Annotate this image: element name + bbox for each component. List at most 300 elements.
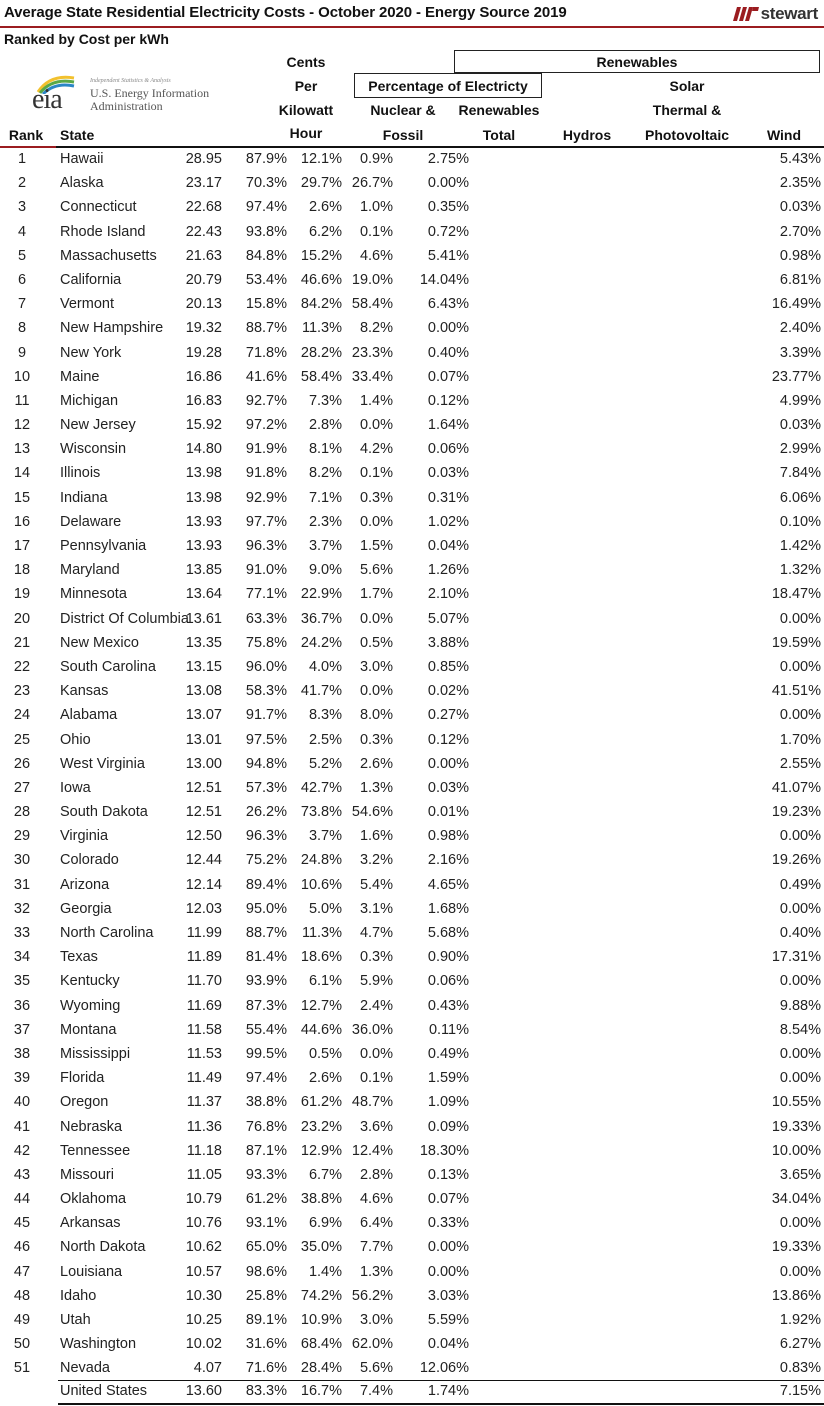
cents-cell: 14.80 — [185, 441, 222, 458]
solar-cell: 1.59% — [427, 1070, 469, 1087]
table-row — [0, 1188, 824, 1212]
hydros-cell: 4.6% — [359, 247, 393, 264]
state-cell: Hawaii — [60, 151, 104, 167]
table-row — [0, 898, 824, 922]
cents-cell: 22.43 — [185, 223, 222, 240]
renewables-total-cell: 38.8% — [300, 1191, 342, 1208]
wind-cell: 19.33% — [771, 1239, 821, 1256]
table-row — [0, 946, 824, 970]
cents-cell: 12.44 — [185, 852, 222, 869]
table-row — [0, 221, 824, 245]
nuclear-fossil-cell: 61.2% — [245, 1191, 287, 1208]
hydros-cell: 5.6% — [359, 562, 393, 579]
cents-cell: 11.58 — [186, 1021, 222, 1038]
wind-cell: 0.00% — [779, 1045, 821, 1062]
nuclear-fossil-cell: 93.1% — [245, 1215, 287, 1232]
state-cell: Wyoming — [60, 997, 121, 1014]
rank-cell: 37 — [13, 1021, 31, 1038]
table-row — [0, 1285, 824, 1309]
table-row — [0, 1043, 824, 1067]
solar-cell: 1.02% — [427, 513, 469, 530]
nuclear-fossil-cell: 93.9% — [245, 973, 287, 990]
state-cell: Minnesota — [60, 586, 127, 603]
state-cell: Massachusetts — [60, 247, 157, 264]
hydros-cell: 0.0% — [359, 683, 393, 700]
table-row — [0, 366, 824, 390]
nuclear-fossil-cell: 75.2% — [245, 852, 287, 869]
solar-header-line1: Solar — [669, 78, 705, 94]
hydros-header: Hydros — [562, 127, 612, 143]
table-row — [0, 1309, 824, 1333]
solar-cell: 1.68% — [427, 900, 469, 917]
hydros-cell: 62.0% — [351, 1336, 393, 1353]
wind-cell: 0.10% — [779, 513, 821, 530]
state-cell: North Carolina — [60, 925, 154, 941]
nuclear-fossil-cell: 94.8% — [245, 755, 287, 772]
hydros-cell: 1.7% — [359, 586, 393, 603]
wind-cell: 0.00% — [779, 900, 821, 917]
hydros-cell: 7.7% — [359, 1239, 393, 1256]
state-cell: Wisconsin — [60, 441, 127, 458]
renewables-total-cell: 24.8% — [300, 852, 342, 869]
wind-cell: 0.00% — [779, 707, 821, 724]
state-cell: Iowa — [60, 779, 91, 796]
renewables-total-cell: 24.2% — [300, 634, 342, 651]
cents-cell: 12.14 — [185, 876, 222, 893]
table-row — [0, 269, 824, 293]
wind-cell: 19.59% — [771, 634, 821, 651]
state-cell: Texas — [60, 949, 98, 966]
table-row — [0, 970, 824, 994]
state-cell: Kentucky — [60, 973, 120, 990]
wind-cell: 2.55% — [779, 755, 821, 772]
state-cell: Georgia — [60, 900, 112, 917]
state-cell: New Mexico — [60, 634, 139, 651]
nuclear-fossil-cell: 25.8% — [245, 1287, 287, 1304]
nuclear-fossil-cell: 97.5% — [245, 731, 287, 748]
table-row — [0, 777, 824, 801]
nuclear-fossil-cell: 81.4% — [245, 949, 287, 966]
cents-cell: 12.50 — [185, 828, 222, 845]
cents-cell: 13.00 — [185, 755, 222, 772]
cents-header-line4: Hour — [289, 125, 323, 141]
rank-cell: 39 — [13, 1070, 31, 1087]
total-cents: 13.60 — [185, 1383, 222, 1399]
wind-cell: 1.32% — [779, 562, 821, 579]
rank-cell: 10 — [13, 368, 31, 385]
hydros-cell: 0.0% — [359, 513, 393, 530]
table-row — [0, 511, 824, 535]
hydros-cell: 3.0% — [359, 658, 393, 675]
cents-cell: 10.25 — [185, 1312, 222, 1328]
solar-cell: 0.04% — [427, 538, 469, 554]
cents-cell: 12.03 — [185, 900, 222, 917]
eia-wordmark: eia — [32, 84, 62, 115]
state-cell: New Hampshire — [60, 320, 164, 337]
nuclear-fossil-cell: 71.8% — [245, 344, 287, 361]
hydros-cell: 1.0% — [359, 199, 393, 216]
wind-cell: 8.54% — [779, 1021, 821, 1038]
hydros-cell: 4.2% — [359, 441, 393, 458]
state-cell: West Virginia — [60, 755, 145, 772]
solar-cell: 5.41% — [427, 247, 469, 264]
renewables-total-cell: 8.1% — [308, 441, 342, 458]
table-row — [0, 874, 824, 898]
solar-cell: 18.30% — [419, 1142, 469, 1159]
cents-cell: 22.68 — [185, 199, 222, 216]
solar-cell: 0.00% — [427, 320, 469, 337]
hydros-cell: 2.6% — [359, 755, 393, 772]
renewables-total-cell: 44.6% — [300, 1021, 342, 1038]
solar-header-line3: Photovoltaic — [644, 127, 729, 143]
solar-cell: 1.64% — [427, 417, 469, 434]
rank-cell: 42 — [13, 1142, 31, 1159]
total-nuclear-fossil: 83.3% — [245, 1383, 287, 1399]
state-cell: Maryland — [60, 562, 120, 579]
state-cell: North Dakota — [60, 1239, 146, 1256]
hydros-cell: 4.6% — [359, 1191, 393, 1208]
solar-cell: 0.13% — [427, 1166, 469, 1183]
cents-cell: 13.08 — [185, 683, 222, 700]
cents-cell: 13.01 — [185, 731, 222, 748]
wind-cell: 17.31% — [771, 949, 821, 966]
renewables-total-cell: 3.7% — [308, 538, 342, 554]
solar-cell: 0.02% — [427, 683, 469, 700]
solar-cell: 0.12% — [427, 392, 469, 409]
cents-cell: 20.79 — [185, 271, 222, 288]
cents-cell: 13.98 — [185, 489, 222, 506]
solar-cell: 0.07% — [427, 368, 469, 385]
nuclear-fossil-cell: 87.9% — [245, 151, 287, 167]
renewables-total-header-line1: Renewables — [458, 102, 540, 118]
hydros-cell: 36.0% — [351, 1021, 393, 1038]
table-row — [0, 1261, 824, 1285]
table-row — [0, 1019, 824, 1043]
table-row — [0, 1357, 824, 1381]
nuclear-fossil-cell: 76.8% — [245, 1118, 287, 1135]
renewables-total-cell: 9.0% — [308, 562, 342, 579]
renewables-total-cell: 2.5% — [308, 731, 342, 748]
solar-cell: 0.40% — [427, 344, 469, 361]
state-cell: New Jersey — [60, 417, 136, 434]
total-wind: 7.15% — [779, 1383, 821, 1399]
hydros-cell: 0.0% — [359, 610, 393, 627]
nuclear-fossil-cell: 92.9% — [245, 489, 287, 506]
state-cell: Virginia — [60, 828, 109, 845]
page-title: Average State Residential Electricity Costs - October 2020 - Energy Source 2019 — [4, 4, 567, 21]
cents-header-line3: Kilowatt — [278, 102, 334, 118]
state-cell: New York — [60, 344, 122, 361]
solar-cell: 4.65% — [427, 876, 469, 893]
table-row — [0, 1236, 824, 1260]
wind-cell: 4.99% — [779, 392, 821, 409]
hydros-cell: 1.5% — [359, 538, 393, 554]
data-table-body — [0, 148, 824, 1382]
stewart-slash-icon — [733, 7, 759, 21]
state-cell: Delaware — [60, 513, 122, 530]
renewables-group-label: Renewables — [596, 54, 678, 70]
wind-cell: 7.84% — [779, 465, 821, 482]
renewables-total-cell: 7.3% — [308, 392, 342, 409]
state-cell: Florida — [60, 1070, 105, 1087]
renewables-total-cell: 84.2% — [300, 296, 342, 313]
rank-cell: 22 — [13, 658, 31, 675]
cents-cell: 19.28 — [185, 344, 222, 361]
nuclear-fossil-cell: 58.3% — [245, 683, 287, 700]
rank-cell: 35 — [13, 973, 31, 990]
nuclear-fossil-cell: 53.4% — [245, 271, 287, 288]
table-row — [0, 753, 824, 777]
cents-cell: 16.86 — [185, 368, 222, 385]
rank-cell: 26 — [13, 755, 31, 772]
rank-cell: 2 — [17, 175, 27, 192]
table-row — [0, 801, 824, 825]
wind-cell: 0.98% — [779, 247, 821, 264]
state-cell: South Dakota — [60, 804, 148, 821]
state-cell: Washington — [60, 1336, 137, 1353]
renewables-total-cell: 4.0% — [308, 658, 342, 675]
solar-cell: 0.90% — [427, 949, 469, 966]
table-row — [0, 922, 824, 946]
renewables-total-cell: 73.8% — [300, 804, 342, 821]
hydros-cell: 0.1% — [359, 223, 393, 240]
wind-cell: 19.33% — [771, 1118, 821, 1135]
cents-cell: 11.89 — [186, 949, 222, 966]
nuclear-fossil-cell: 70.3% — [245, 175, 287, 192]
cents-cell: 13.35 — [185, 634, 222, 651]
cents-cell: 11.70 — [186, 973, 222, 990]
state-cell: Utah — [60, 1312, 91, 1328]
total-divider-bottom — [58, 1403, 824, 1405]
cents-header-line2: Per — [294, 78, 318, 94]
table-row — [0, 148, 824, 172]
table-row — [0, 704, 824, 728]
table-row — [0, 1164, 824, 1188]
rank-cell: 1 — [17, 151, 27, 167]
cents-cell: 11.36 — [186, 1118, 222, 1135]
hydros-cell: 5.4% — [359, 876, 393, 893]
renewables-total-cell: 10.9% — [300, 1312, 342, 1328]
nuclear-fossil-cell: 41.6% — [245, 368, 287, 385]
cents-cell: 16.83 — [185, 392, 222, 409]
state-cell: District Of Columbia — [60, 610, 189, 627]
rank-cell: 50 — [13, 1336, 31, 1353]
solar-cell: 0.27% — [427, 707, 469, 724]
stewart-logo — [733, 4, 818, 24]
renewables-total-cell: 12.1% — [300, 151, 342, 167]
table-row — [0, 172, 824, 196]
rank-cell: 19 — [13, 586, 31, 603]
table-row — [0, 825, 824, 849]
solar-cell: 2.75% — [427, 151, 469, 167]
state-cell: South Carolina — [60, 658, 156, 675]
solar-cell: 0.85% — [427, 658, 469, 675]
nuclear-fossil-cell: 65.0% — [245, 1239, 287, 1256]
cents-cell: 10.57 — [185, 1263, 222, 1280]
solar-cell: 14.04% — [419, 271, 469, 288]
rank-cell: 7 — [17, 296, 27, 313]
hydros-cell: 5.9% — [359, 973, 393, 990]
cents-cell: 11.18 — [186, 1142, 222, 1159]
wind-cell: 0.03% — [779, 417, 821, 434]
rank-cell: 16 — [13, 513, 31, 530]
rank-cell: 36 — [13, 997, 31, 1014]
wind-cell: 0.00% — [779, 658, 821, 675]
renewables-total-cell: 5.2% — [308, 755, 342, 772]
state-cell: Nebraska — [60, 1118, 123, 1135]
wind-cell: 10.00% — [771, 1142, 821, 1159]
renewables-total-cell: 36.7% — [300, 610, 342, 627]
eia-tagline: Independent Statistics & Analysis — [90, 78, 171, 84]
rank-cell: 34 — [13, 949, 31, 966]
state-cell: Arizona — [60, 876, 110, 893]
cents-cell: 10.76 — [185, 1215, 222, 1232]
cents-cell: 13.93 — [185, 538, 222, 554]
renewables-total-cell: 35.0% — [300, 1239, 342, 1256]
solar-cell: 12.06% — [419, 1360, 469, 1377]
wind-cell: 1.92% — [779, 1312, 821, 1328]
subtitle: Ranked by Cost per kWh — [4, 31, 169, 47]
solar-cell: 0.01% — [427, 804, 469, 821]
total-hydros: 7.4% — [359, 1383, 393, 1399]
cents-cell: 20.13 — [185, 296, 222, 313]
nuclear-fossil-cell: 84.8% — [245, 247, 287, 264]
rank-cell: 4 — [17, 223, 27, 240]
hydros-cell: 1.4% — [359, 392, 393, 409]
renewables-total-cell: 2.6% — [308, 199, 342, 216]
renewables-total-cell: 5.0% — [308, 900, 342, 917]
eia-name-line1: U.S. Energy Information — [90, 86, 210, 100]
renewables-total-cell: 6.2% — [308, 223, 342, 240]
rank-cell: 13 — [13, 441, 31, 458]
renewables-total-cell: 29.7% — [300, 175, 342, 192]
state-cell: California — [60, 271, 122, 288]
cents-cell: 21.63 — [185, 247, 222, 264]
renewables-total-cell: 23.2% — [300, 1118, 342, 1135]
hydros-cell: 1.3% — [359, 779, 393, 796]
hydros-cell: 2.8% — [359, 1166, 393, 1183]
wind-cell: 0.03% — [779, 199, 821, 216]
wind-cell: 13.86% — [771, 1287, 821, 1304]
rank-cell: 32 — [13, 900, 31, 917]
wind-cell: 0.00% — [779, 1215, 821, 1232]
hydros-cell: 0.3% — [359, 731, 393, 748]
table-row — [0, 342, 824, 366]
state-cell: Illinois — [60, 465, 101, 482]
state-cell: Vermont — [60, 296, 114, 313]
table-row — [0, 729, 824, 753]
rank-cell: 40 — [13, 1094, 31, 1111]
total-solar: 1.74% — [427, 1383, 469, 1399]
percentage-group-label: Percentage of Electricty — [368, 78, 528, 94]
cents-cell: 11.99 — [186, 925, 222, 941]
cents-cell: 19.32 — [185, 320, 222, 337]
solar-cell: 0.72% — [427, 223, 469, 240]
renewables-total-cell: 15.2% — [300, 247, 342, 264]
table-row — [0, 487, 824, 511]
wind-cell: 1.70% — [779, 731, 821, 748]
solar-cell: 0.06% — [427, 441, 469, 458]
cents-cell: 13.93 — [185, 513, 222, 530]
table-row — [0, 1116, 824, 1140]
hydros-cell: 26.7% — [351, 175, 393, 192]
renewables-total-cell: 22.9% — [300, 586, 342, 603]
table-row — [0, 995, 824, 1019]
state-cell: Idaho — [60, 1287, 97, 1304]
nuclear-fossil-cell: 89.1% — [245, 1312, 287, 1328]
rank-cell: 44 — [13, 1191, 31, 1208]
renewables-total-cell: 42.7% — [300, 779, 342, 796]
hydros-cell: 0.5% — [359, 634, 393, 651]
rank-cell: 5 — [17, 247, 27, 264]
nuclear-fossil-cell: 91.7% — [245, 707, 287, 724]
renewables-total-cell: 7.1% — [308, 489, 342, 506]
rank-cell: 24 — [13, 707, 31, 724]
table-row — [0, 196, 824, 220]
state-cell: Tennessee — [60, 1142, 131, 1159]
state-cell: Louisiana — [60, 1263, 123, 1280]
renewables-total-cell: 8.3% — [308, 707, 342, 724]
rank-cell: 28 — [13, 804, 31, 821]
cents-cell: 11.69 — [186, 997, 222, 1014]
hydros-cell: 2.4% — [359, 997, 393, 1014]
renewables-total-cell: 6.9% — [308, 1215, 342, 1232]
wind-cell: 19.26% — [771, 852, 821, 869]
cents-cell: 13.07 — [185, 707, 222, 724]
wind-cell: 16.49% — [771, 296, 821, 313]
hydros-cell: 8.0% — [359, 707, 393, 724]
hydros-cell: 0.1% — [359, 1070, 393, 1087]
cents-cell: 13.61 — [185, 610, 222, 627]
nuclear-fossil-cell: 97.7% — [245, 513, 287, 530]
hydros-cell: 0.0% — [359, 417, 393, 434]
wind-cell: 23.77% — [771, 368, 821, 385]
solar-cell: 0.00% — [427, 175, 469, 192]
wind-cell: 6.81% — [779, 271, 821, 288]
hydros-cell: 3.6% — [359, 1118, 393, 1135]
rank-cell: 29 — [13, 828, 31, 845]
renewables-total-cell: 41.7% — [300, 683, 342, 700]
nuclear-fossil-cell: 96.0% — [245, 658, 287, 675]
solar-cell: 0.33% — [427, 1215, 469, 1232]
table-row — [0, 1140, 824, 1164]
solar-header-line2: Thermal & — [652, 102, 722, 118]
solar-cell: 0.11% — [428, 1021, 469, 1038]
solar-cell: 2.16% — [427, 852, 469, 869]
table-row — [0, 1067, 824, 1091]
wind-cell: 9.88% — [779, 997, 821, 1014]
nuclear-fossil-cell: 98.6% — [245, 1263, 287, 1280]
rank-cell: 38 — [13, 1045, 31, 1062]
state-cell: Maine — [60, 368, 100, 385]
nuclear-fossil-cell: 31.6% — [245, 1336, 287, 1353]
renewables-total-cell: 18.6% — [300, 949, 342, 966]
rank-cell: 49 — [13, 1312, 31, 1328]
rank-cell: 27 — [13, 779, 31, 796]
nuclear-fossil-cell: 96.3% — [245, 828, 287, 845]
table-row — [0, 608, 824, 632]
hydros-cell: 56.2% — [351, 1287, 393, 1304]
table-row — [0, 680, 824, 704]
state-cell: Michigan — [60, 392, 119, 409]
cents-cell: 12.51 — [185, 779, 222, 796]
renewables-total-cell: 1.4% — [308, 1263, 342, 1280]
hydros-cell: 8.2% — [359, 320, 393, 337]
wind-cell: 0.00% — [779, 1070, 821, 1087]
nuclear-fossil-cell: 15.8% — [245, 296, 287, 313]
solar-cell: 0.07% — [427, 1191, 469, 1208]
solar-cell: 0.35% — [427, 199, 469, 216]
